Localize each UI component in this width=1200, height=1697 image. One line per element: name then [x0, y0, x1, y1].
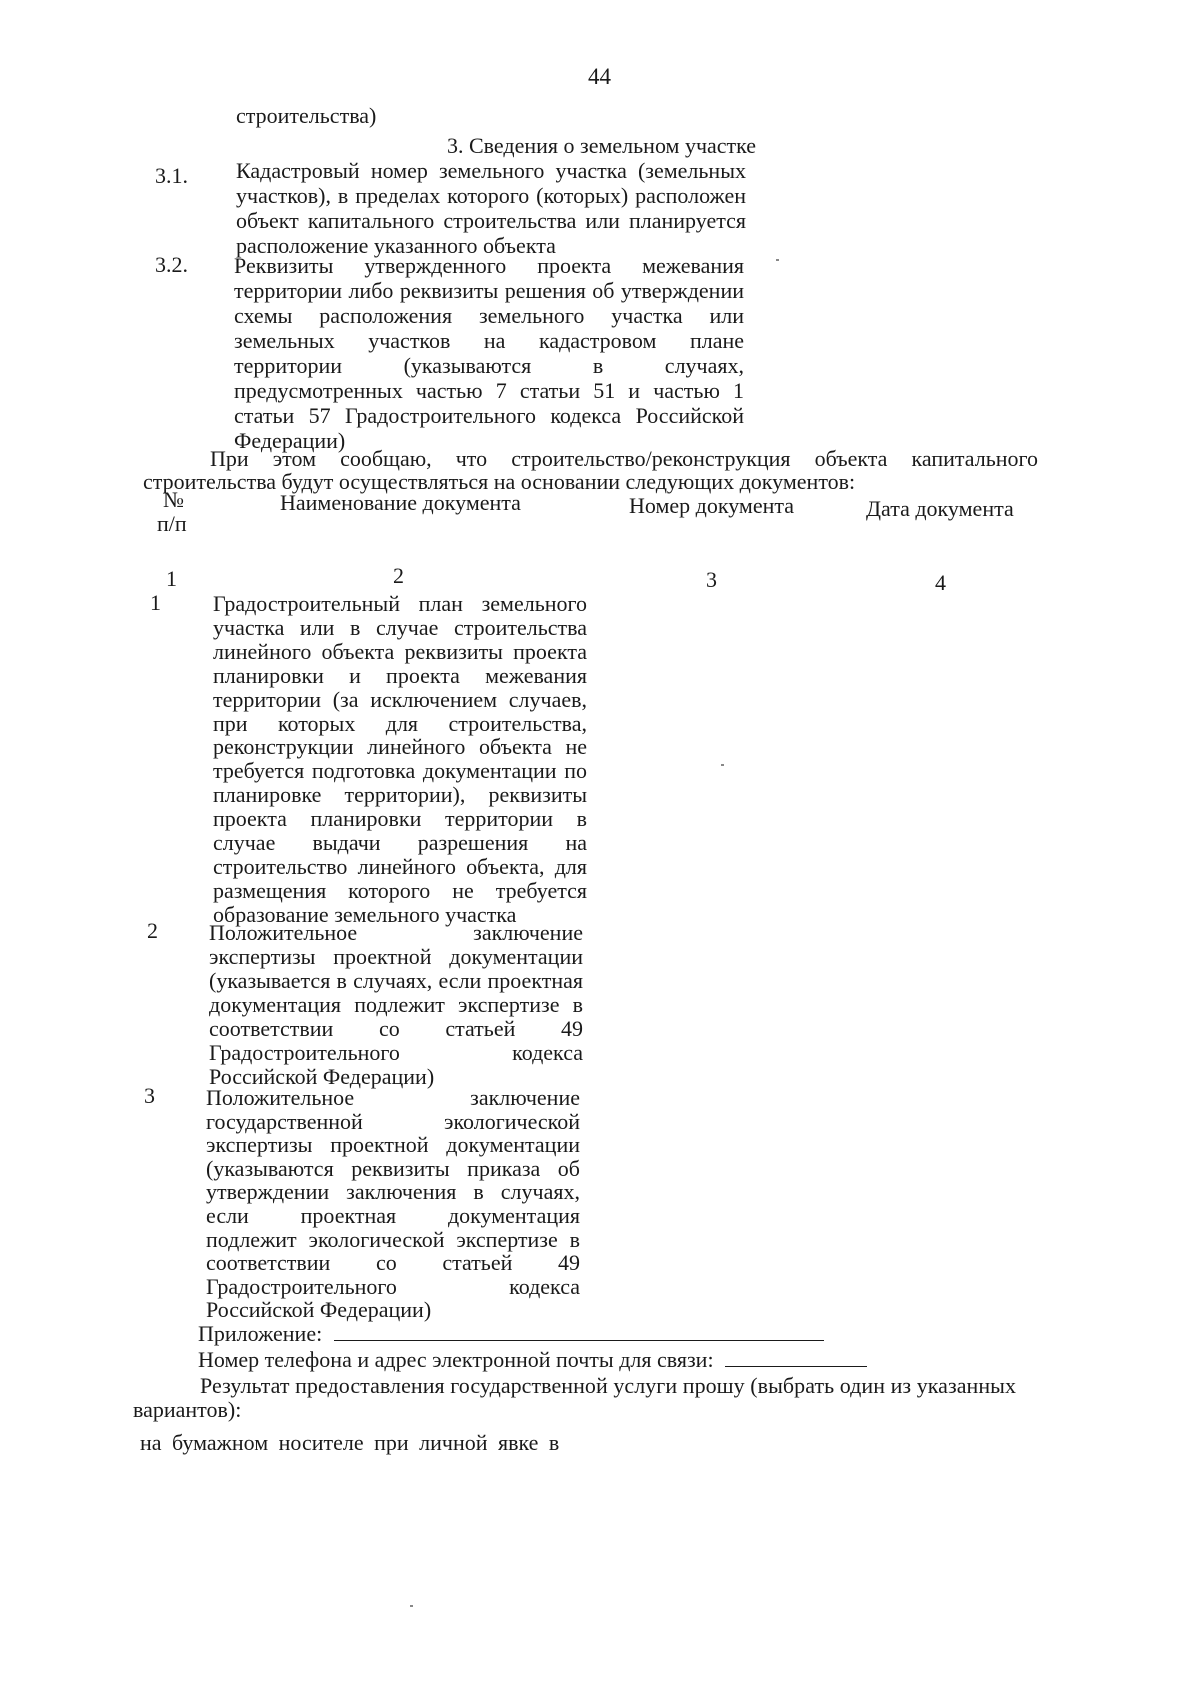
col-header-number: Номер документа	[629, 493, 795, 518]
item-number: 3.2.	[155, 252, 188, 277]
intro-line-2: строительства будут осуществляться на основании следующих документов:	[143, 469, 856, 494]
table-row-number: 1	[150, 590, 161, 615]
item-number: 3.1.	[155, 163, 188, 188]
page-number: 44	[588, 64, 611, 89]
contact-blank[interactable]	[725, 1346, 867, 1367]
item-3-2-text: Реквизиты утвержденного проекта межевания территории либо реквизиты решения об утверждении схемы расположения земельного участка или земельных участков на кадастровом плане территории (указываются в случаях, предусмотренных частью 7 статьи 51 и частью 1 статьи 57 Градостроительного кодекса Российской Федерации)	[234, 253, 744, 453]
col-number: 4	[935, 570, 946, 595]
contact-field	[198, 1346, 867, 1372]
table-row-text: Положительное заключение государственной экологической экспертизы проектной документации (указываются реквизиты приказа об утверждении заключения в случаях, если проектная документация подлежит экологической экспертизе в соответствии со статьей 49 Градостроительного кодекса Российской Федерации)	[206, 1085, 580, 1323]
table-row-text: Положительное заключение экспертизы проектной документации (указывается в случаях, если проектная документация подлежит экспертизе в соответствии со статьей 49 Градостроительного кодекса Российской Федерации)	[209, 920, 583, 1089]
col-number: 3	[706, 567, 717, 592]
contact-label: Номер телефона и адрес электронной почты для связи:	[198, 1347, 714, 1372]
scan-speck	[721, 764, 724, 766]
col-header-num: №	[163, 487, 184, 512]
attachment-blank[interactable]	[334, 1320, 824, 1341]
attachment-field	[198, 1320, 824, 1346]
col-number: 2	[393, 563, 404, 588]
result-line-1: Результат предоставления государственной услуги прошу (выбрать один из указанных	[200, 1373, 1017, 1398]
option-paper: на бумажном носителе при личной явке в	[140, 1430, 560, 1455]
col-number: 1	[166, 566, 177, 591]
table-row-number: 2	[147, 918, 158, 943]
col-header-num: п/п	[157, 511, 187, 536]
table-row-number: 3	[144, 1083, 155, 1108]
scan-speck	[410, 1605, 413, 1607]
section-heading: 3. Сведения о земельном участке	[447, 133, 757, 158]
top-fragment: строительства)	[236, 103, 377, 128]
col-header-name: Наименование документа	[280, 490, 521, 515]
scan-speck	[776, 259, 779, 261]
result-line-2: вариантов):	[133, 1397, 242, 1422]
table-row-text: Градостроительный план земельного участка или в случае строительства линейного объекта реквизиты проекта планировки и проекта межевания территории (за исключением случаев, при которых для строительства, реконструкции линейного объекта не требуется подготовка документации по планировке территории), реквизиты проекта планировки территории в случае выдачи разрешения на строительство линейного объекта, для размещения которого не требуется образование земельного участка	[213, 591, 587, 927]
attachment-label: Приложение:	[198, 1321, 323, 1346]
item-3-1-text: Кадастровый номер земельного участка (земельных участков), в пределах которого (которых) расположен объект капитального строительства или планируется расположение указанного объекта	[236, 158, 746, 258]
col-header-date: Дата документа	[866, 496, 1014, 521]
intro-line-1: При этом сообщаю, что строительство/реконструкция объекта капитального	[210, 446, 1038, 471]
